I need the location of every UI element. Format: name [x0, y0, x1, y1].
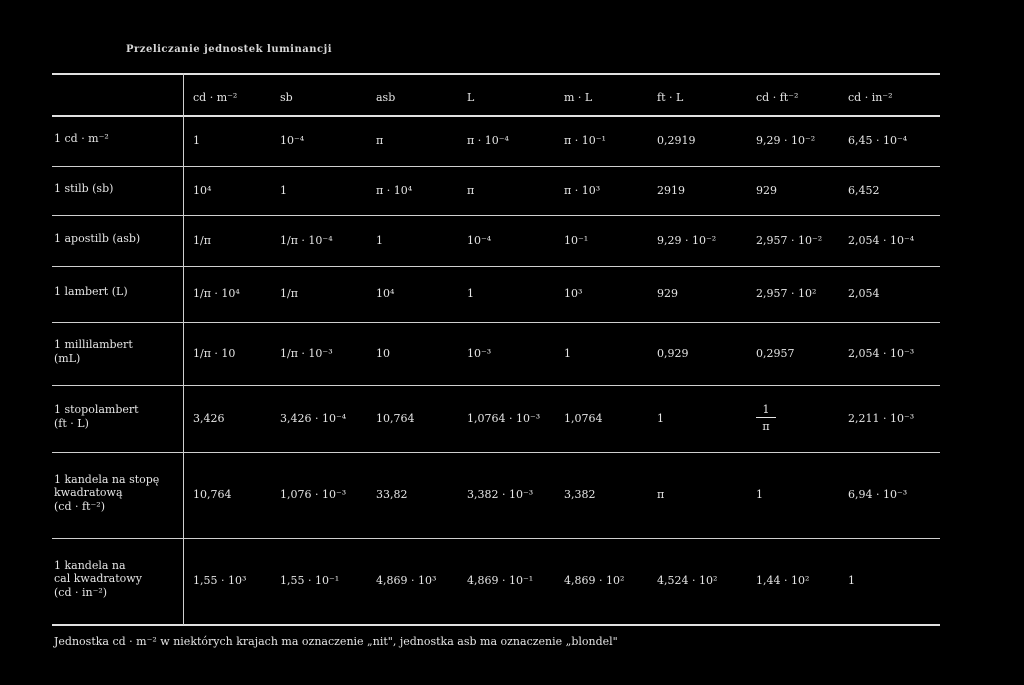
table-cell: π · 10⁴ [376, 183, 413, 197]
table-cell: 10⁻⁴ [280, 133, 305, 147]
table-cell: 1/π · 10 [193, 346, 236, 360]
table-cell: 1 [280, 183, 287, 197]
table-cell: 3,382 · 10⁻³ [467, 488, 534, 501]
table-cell: 4,869 · 10⁻¹ [467, 574, 534, 587]
table-cell: 2,211 · 10⁻³ [848, 411, 915, 425]
table-cell: 10⁴ [376, 287, 395, 300]
row-label-line: 1 millilambert [54, 338, 133, 351]
table-cell: 1,44 · 10² [756, 574, 810, 587]
table-cell: 10³ [564, 287, 583, 300]
row-label [54, 285, 128, 299]
row-label [54, 338, 133, 365]
table-cell: 2,054 [848, 287, 880, 300]
column-header: L [467, 91, 475, 104]
table-cell: 6,94 · 10⁻³ [848, 488, 908, 501]
table-cell: 10 [376, 346, 390, 360]
row-label-line: (ft · L) [54, 416, 89, 430]
table-cell: 1 [193, 133, 200, 147]
fraction-denominator: π [762, 419, 770, 433]
table-cell: 10,764 [376, 411, 415, 425]
table-cell: 9,29 · 10⁻² [657, 233, 717, 247]
table-cell: 1,55 · 10³ [193, 574, 247, 587]
table-cell: 4,869 · 10² [564, 574, 625, 587]
table-cell: π [376, 133, 384, 147]
row-label [54, 559, 142, 600]
table-cell: 1,076 · 10⁻³ [280, 488, 347, 501]
row-label [54, 473, 159, 514]
table-cell: 10⁴ [193, 183, 212, 197]
table-cell: 2,054 · 10⁻³ [848, 346, 915, 360]
column-header: m · L [564, 91, 593, 104]
table-cell: 10,764 [193, 488, 232, 501]
table-cell: 1 [467, 287, 474, 300]
row-label [54, 403, 139, 430]
table-cell: 6,452 [848, 183, 880, 197]
table-cell: 929 [657, 287, 678, 300]
row-label-line: 1 stilb (sb) [54, 181, 114, 195]
table-cell: 1/π · 10⁴ [193, 287, 240, 300]
table-cell: 2919 [657, 183, 685, 197]
table-rule [52, 624, 940, 626]
row-label-line: (cd · ft⁻²) [54, 499, 105, 513]
table-cell: 2,957 · 10⁻² [756, 233, 823, 247]
row-label-line: 1 lambert (L) [54, 285, 128, 299]
row-label-line: (cd · in⁻²) [54, 585, 108, 599]
table-cell: π [467, 183, 475, 197]
table-cell: 1 [564, 346, 571, 360]
table-cell: 4,869 · 10³ [376, 574, 437, 587]
table-rule [52, 215, 940, 216]
table-cell: 9,29 · 10⁻² [756, 133, 816, 147]
table-cell: 10⁻¹ [564, 233, 589, 247]
row-label [54, 232, 140, 246]
table-cell: 1 [376, 233, 383, 247]
row-label [54, 132, 109, 146]
table-cell: 10⁻⁴ [467, 233, 492, 247]
column-header: cd · in⁻² [848, 91, 893, 104]
row-label-line: 1 kandela na stopę [54, 472, 160, 486]
table-cell: 1/π · 10⁻³ [280, 346, 333, 360]
table-column-divider [183, 73, 184, 625]
row-label-line: 1 stopolambert [54, 403, 139, 416]
table-cell: 3,426 · 10⁻⁴ [280, 411, 347, 425]
table-cell: π [657, 488, 665, 501]
row-label-line: (mL) [54, 351, 81, 365]
row-label-line: 1 apostilb (asb) [54, 231, 141, 245]
column-header: cd · m⁻² [193, 91, 238, 104]
table-cell: 1 [848, 574, 855, 587]
table-cell: 1,55 · 10⁻¹ [280, 574, 340, 587]
table-cell: 3,426 [193, 411, 225, 425]
table-rule [52, 538, 940, 539]
table-cell: 1 [756, 488, 763, 501]
table-cell: 0,929 [657, 346, 689, 360]
column-header: sb [280, 91, 293, 104]
table-rule [52, 115, 940, 117]
table-cell: π · 10³ [564, 183, 601, 197]
table-title: Przeliczanie jednostek luminancji [126, 44, 332, 55]
table-cell: 3,382 [564, 488, 596, 501]
column-header: asb [376, 91, 396, 104]
column-header: cd · ft⁻² [756, 91, 799, 104]
table-cell: 0,2957 [756, 346, 795, 360]
table-cell: 929 [756, 183, 777, 197]
row-label-line: 1 cd · m⁻² [54, 131, 109, 145]
table-cell: 4,524 · 10² [657, 574, 718, 587]
table-rule [52, 385, 940, 386]
table-cell: π · 10⁻⁴ [467, 133, 509, 147]
table-cell: 1/π [280, 287, 298, 300]
row-label [54, 182, 113, 196]
table-rule [52, 266, 940, 267]
table-cell: 10⁻³ [467, 346, 492, 360]
row-label-line: cal kwadratowy [54, 572, 142, 586]
row-label-line: 1 kandela na [54, 558, 126, 572]
table-cell: 2,957 · 10² [756, 287, 817, 300]
table-cell: 1/π · 10⁻⁴ [280, 233, 333, 247]
table-cell: π · 10⁻¹ [564, 133, 606, 147]
table-rule [52, 452, 940, 453]
table-cell: 33,82 [376, 488, 408, 501]
table-cell: 1,0764 [564, 411, 603, 425]
table-cell: 0,2919 [657, 133, 696, 147]
table-cell: 1 [657, 411, 664, 425]
table-rule [52, 166, 940, 167]
table-rule [52, 322, 940, 323]
column-header: ft · L [657, 91, 684, 104]
fraction-cell [756, 403, 776, 433]
footnote: Jednostka cd · m⁻² w niektórych krajach ma oznaczenie „nit", jednostka asb ma oznaczenie „blondel" [54, 635, 618, 648]
table-rule [52, 73, 940, 75]
fraction-numerator: 1 [756, 403, 776, 418]
table-cell: 6,45 · 10⁻⁴ [848, 133, 908, 147]
row-label-line: kwadratową [54, 486, 123, 500]
table-cell: 1,0764 · 10⁻³ [467, 411, 541, 425]
table-cell: 2,054 · 10⁻⁴ [848, 233, 915, 247]
table-cell: 1/π [193, 233, 211, 247]
